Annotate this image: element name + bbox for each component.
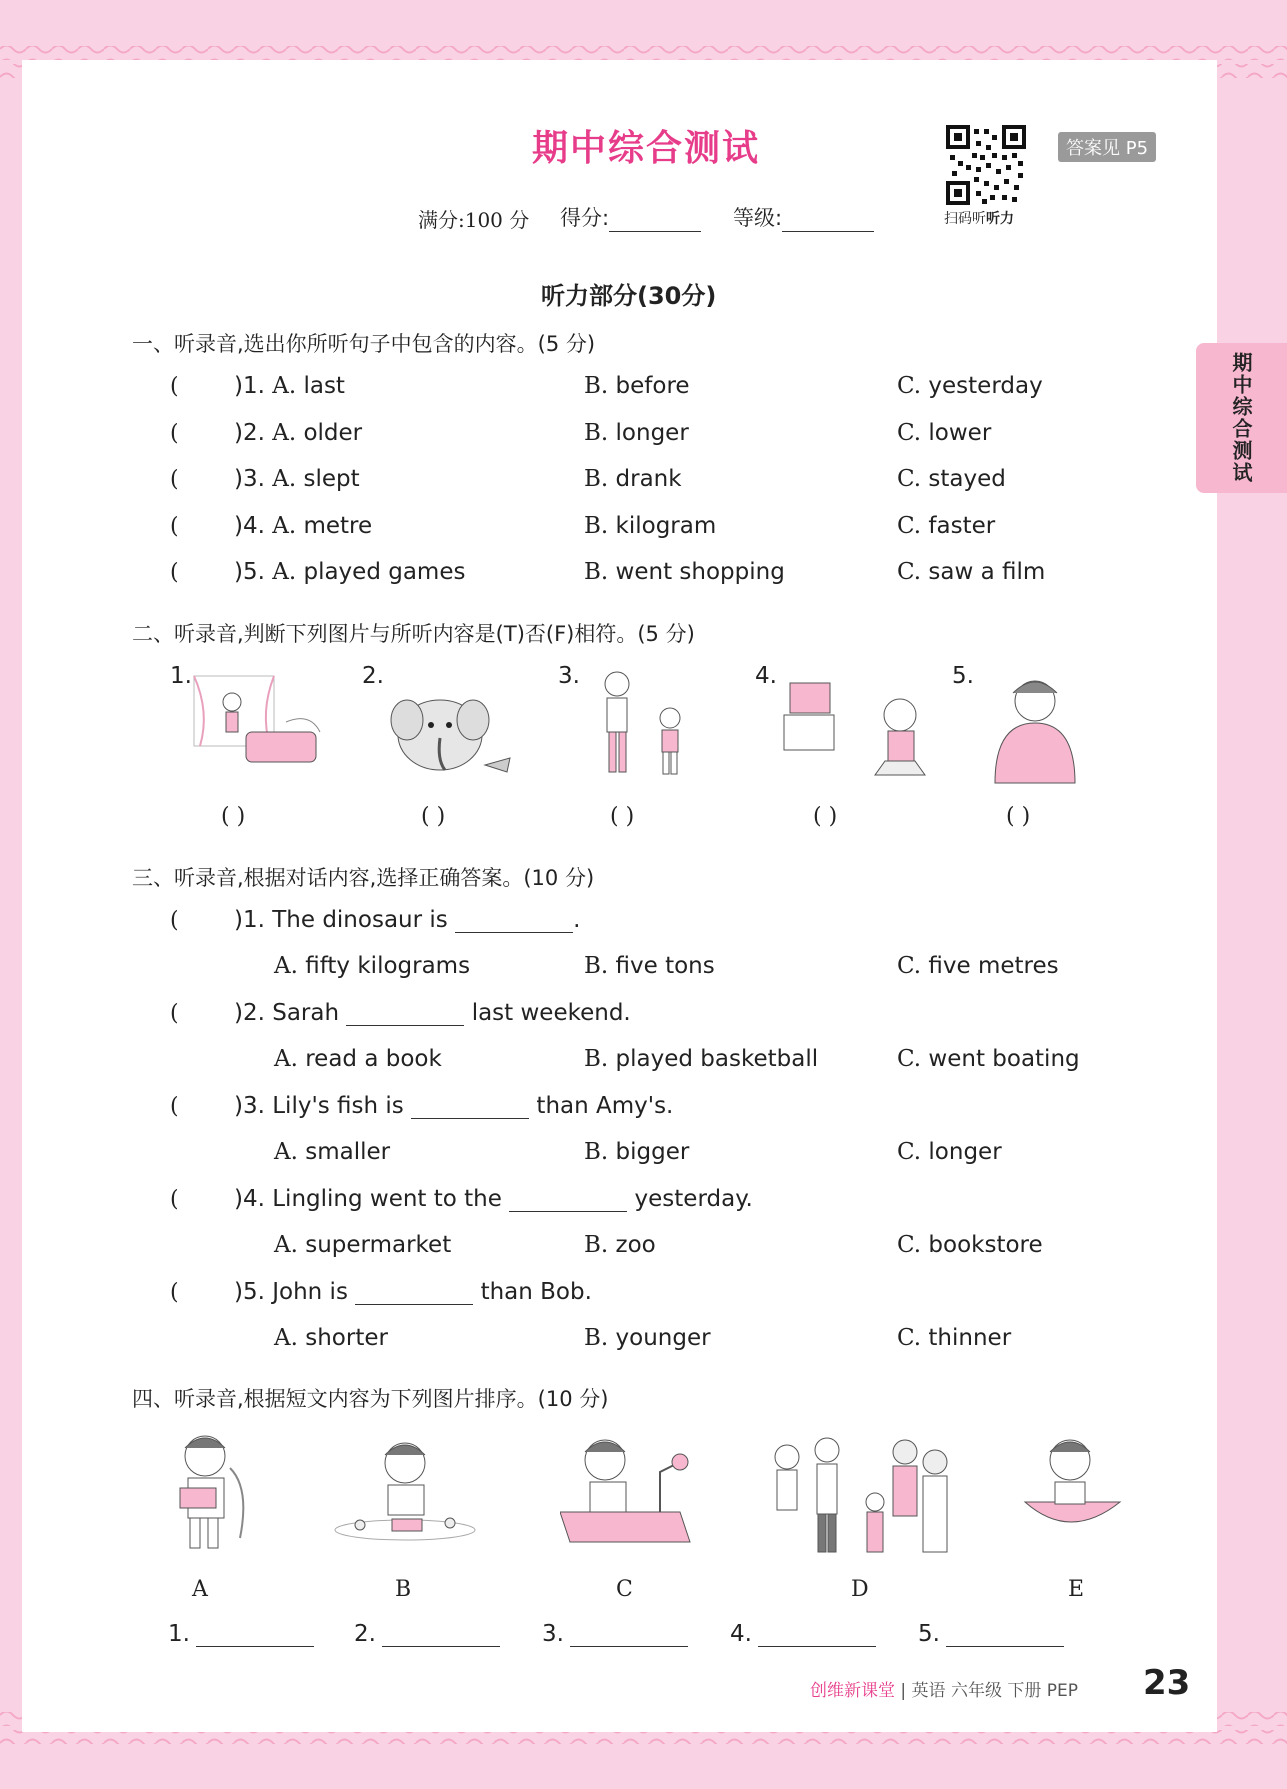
order-number: 4. xyxy=(730,1621,752,1647)
order-blank[interactable] xyxy=(382,1622,500,1647)
option-letter: B. xyxy=(584,1325,609,1351)
question-number: )1. xyxy=(234,373,265,399)
option-letter: B. xyxy=(584,559,609,585)
answer-paren-open[interactable]: ( xyxy=(170,514,179,539)
boy-washing-illustration xyxy=(1015,1432,1130,1552)
score-blank[interactable] xyxy=(609,209,701,232)
question-text: Lingling went to the xyxy=(272,1186,502,1212)
part1-row-5 xyxy=(234,559,465,585)
boy-making-card-illustration xyxy=(330,1435,480,1555)
qr-caption: 扫码听 xyxy=(944,211,986,227)
part1-row-4 xyxy=(234,513,372,539)
option-letter: C. xyxy=(897,953,922,979)
part2-item-number: 4. xyxy=(755,663,777,689)
part1-row-2 xyxy=(234,420,362,446)
option-letter: C. xyxy=(897,466,922,492)
option-letter: A. xyxy=(272,420,297,446)
answer-blank[interactable] xyxy=(411,1098,529,1119)
option-b[interactable]: younger xyxy=(615,1325,711,1351)
part2-item-number: 3. xyxy=(558,663,580,689)
question-number: )3. xyxy=(234,466,265,492)
qr-caption-bold: 听力 xyxy=(986,211,1014,227)
option-letter: C. xyxy=(897,420,922,446)
family-illustration xyxy=(765,1432,955,1557)
order-slot-3 xyxy=(542,1621,688,1647)
question-number: )2. xyxy=(234,1000,265,1026)
option-letter: A. xyxy=(274,1325,298,1351)
question-number: )2. xyxy=(234,420,265,446)
answer-paren-open[interactable]: ( xyxy=(170,1187,179,1212)
side-tab-label: 期中综合测试 xyxy=(1229,352,1253,484)
part2-item-number: 1. xyxy=(170,663,192,689)
answer-paren-open[interactable]: ( xyxy=(170,421,179,446)
question-text: John is xyxy=(272,1279,348,1305)
option-a[interactable]: shorter xyxy=(305,1325,388,1351)
question-number: )5. xyxy=(234,559,265,585)
option-letter: A. xyxy=(272,373,297,399)
part3-question-1 xyxy=(234,907,580,933)
order-number: 2. xyxy=(354,1621,376,1647)
part1-title: 一、听录音,选出你所听句子中包含的内容。(5 分) xyxy=(132,332,596,356)
option-letter: B. xyxy=(584,513,609,539)
question-number: )5. xyxy=(234,1279,265,1305)
part4-title: 四、听录音,根据短文内容为下列图片排序。(10 分) xyxy=(132,1387,609,1411)
option-letter: A. xyxy=(272,466,297,492)
question-text: Sarah xyxy=(272,1000,340,1026)
answer-blank[interactable] xyxy=(509,1191,627,1212)
option-letter: C. xyxy=(897,1139,922,1165)
part2-title: 二、听录音,判断下列图片与所听内容是(T)否(F)相符。(5 分) xyxy=(132,622,695,646)
option-letter: B. xyxy=(584,1046,609,1072)
answer-paren-open[interactable]: ( xyxy=(170,467,179,492)
score-label: 得分: xyxy=(560,206,610,230)
option-c[interactable]: saw a film xyxy=(928,559,1046,585)
picture-label: A xyxy=(192,1577,208,1602)
option-b[interactable]: before xyxy=(615,373,690,399)
order-blank[interactable] xyxy=(946,1622,1064,1647)
part3-question-4 xyxy=(234,1186,753,1212)
option-letter: A. xyxy=(274,953,298,979)
question-text-end: than Bob. xyxy=(480,1279,592,1305)
part2-answer-paren[interactable]: ( ) xyxy=(1006,804,1031,829)
option-letter: B. xyxy=(584,420,609,446)
option-letter: A. xyxy=(274,1232,298,1258)
answer-paren-open[interactable]: ( xyxy=(170,908,179,933)
order-number: 5. xyxy=(918,1621,940,1647)
answer-blank[interactable] xyxy=(455,912,573,933)
option-c[interactable]: thinner xyxy=(928,1325,1012,1351)
order-blank[interactable] xyxy=(570,1622,688,1647)
option-letter: A. xyxy=(272,513,297,539)
option-letter: A. xyxy=(274,1139,298,1165)
order-blank[interactable] xyxy=(196,1622,314,1647)
question-text-end: last weekend. xyxy=(471,1000,631,1026)
part2-item-number: 2. xyxy=(362,663,384,689)
part2-answer-paren[interactable]: ( ) xyxy=(421,804,446,829)
picture-label: D xyxy=(851,1577,869,1602)
order-slot-4 xyxy=(730,1621,876,1647)
grandma-illustration xyxy=(985,673,1085,788)
option-letter: C. xyxy=(897,1325,922,1351)
question-number: )1. xyxy=(234,907,265,933)
order-number: 1. xyxy=(168,1621,190,1647)
question-number: )4. xyxy=(234,513,265,539)
option-a[interactable]: supermarket xyxy=(305,1232,452,1258)
option-b[interactable]: bigger xyxy=(615,1139,690,1165)
footer-brand: 创维新课堂 xyxy=(810,1681,895,1701)
option-a[interactable]: last xyxy=(303,373,345,399)
boy-reading-illustration xyxy=(160,1428,260,1558)
option-letter: C. xyxy=(897,559,922,585)
option-letter: A. xyxy=(272,559,297,585)
option-a[interactable]: read a book xyxy=(305,1046,442,1072)
part1-row xyxy=(170,373,179,399)
grade-blank[interactable] xyxy=(782,209,874,232)
option-c[interactable]: faster xyxy=(928,513,996,539)
option-a[interactable]: fifty kilograms xyxy=(305,953,471,979)
picture-label: B xyxy=(395,1577,412,1602)
option-letter: B. xyxy=(584,1139,609,1165)
footer: 创维新课堂 | 英语 六年级 下册 PEP xyxy=(810,1681,1079,1701)
page-title: 期中综合测试 xyxy=(532,128,761,169)
answer-paren-open[interactable]: ( xyxy=(170,1280,179,1305)
father-son-walking-illustration xyxy=(585,668,705,788)
option-letter: C. xyxy=(897,513,922,539)
option-b[interactable]: longer xyxy=(615,420,689,446)
option-letter: B. xyxy=(584,466,609,492)
option-b[interactable]: zoo xyxy=(615,1232,656,1258)
option-letter: C. xyxy=(897,373,922,399)
option-c[interactable]: stayed xyxy=(928,466,1006,492)
answer-paren-open[interactable]: ( xyxy=(170,1001,179,1026)
answer-blank[interactable] xyxy=(346,1005,464,1026)
option-a[interactable]: played games xyxy=(303,559,466,585)
option-b[interactable]: five tons xyxy=(615,953,715,979)
option-b[interactable]: went shopping xyxy=(615,559,785,585)
order-blank[interactable] xyxy=(758,1622,876,1647)
option-letter: B. xyxy=(584,373,609,399)
part2-answer-paren[interactable]: ( ) xyxy=(221,804,246,829)
elephant-illustration xyxy=(385,680,525,780)
part2-item-number: 5. xyxy=(952,663,974,689)
option-c[interactable]: longer xyxy=(928,1139,1002,1165)
answer-paren-open[interactable]: ( xyxy=(170,374,179,399)
order-slot-1 xyxy=(168,1621,314,1647)
part3-question-2 xyxy=(234,1000,631,1026)
answer-blank[interactable] xyxy=(355,1284,473,1305)
option-a[interactable]: metre xyxy=(303,513,373,539)
full-score: 满分:100 分 xyxy=(418,208,530,232)
option-letter: B. xyxy=(584,1232,609,1258)
option-a[interactable]: older xyxy=(303,420,363,446)
option-b[interactable]: played basketball xyxy=(615,1046,819,1072)
order-slot-2 xyxy=(354,1621,500,1647)
answer-paren-open[interactable]: ( xyxy=(170,560,179,585)
question-text: Lily's fish is xyxy=(272,1093,404,1119)
option-a[interactable]: slept xyxy=(303,466,360,492)
listening-heading: 听力部分(30分) xyxy=(541,282,717,310)
answer-reference-badge: 答案见 P5 xyxy=(1058,132,1156,162)
girl-bedroom-illustration xyxy=(190,672,330,787)
part3-question-5 xyxy=(234,1279,592,1305)
option-c[interactable]: five metres xyxy=(928,953,1059,979)
question-number: )3. xyxy=(234,1093,265,1119)
picture-label: C xyxy=(616,1577,633,1602)
option-c[interactable]: went boating xyxy=(928,1046,1080,1072)
question-number: )4. xyxy=(234,1186,265,1212)
option-b[interactable]: drank xyxy=(615,466,682,492)
question-text-end: than Amy's. xyxy=(536,1093,674,1119)
option-letter: C. xyxy=(897,1232,922,1258)
option-letter: C. xyxy=(897,1046,922,1072)
order-number: 3. xyxy=(542,1621,564,1647)
option-c[interactable]: bookstore xyxy=(928,1232,1043,1258)
option-letter: A. xyxy=(274,1046,298,1072)
part3-title: 三、听录音,根据对话内容,选择正确答案。(10 分) xyxy=(132,866,595,890)
question-text-end: yesterday. xyxy=(634,1186,753,1212)
girl-watching-tv-illustration xyxy=(780,675,930,790)
order-slot-5 xyxy=(918,1621,1064,1647)
option-letter: B. xyxy=(584,953,609,979)
part1-row-1 xyxy=(234,373,345,399)
question-text-end: . xyxy=(573,907,581,933)
picture-label: E xyxy=(1068,1577,1085,1602)
qr-code-icon[interactable] xyxy=(946,125,1026,205)
answer-paren-open[interactable]: ( xyxy=(170,1094,179,1119)
option-a[interactable]: smaller xyxy=(305,1139,391,1165)
part3-question-3 xyxy=(234,1093,673,1119)
footer-subject: 英语 六年级 下册 PEP xyxy=(911,1681,1079,1701)
grade-label: 等级: xyxy=(733,206,783,230)
part2-answer-paren[interactable]: ( ) xyxy=(610,804,635,829)
option-c[interactable]: yesterday xyxy=(928,373,1043,399)
page-number: 23 xyxy=(1143,1663,1191,1703)
part1-row-3 xyxy=(234,466,360,492)
side-tab xyxy=(1196,343,1287,493)
part2-answer-paren[interactable]: ( ) xyxy=(813,804,838,829)
boy-doing-homework-illustration xyxy=(560,1432,695,1557)
question-text: The dinosaur is xyxy=(272,907,448,933)
option-c[interactable]: lower xyxy=(928,420,992,446)
option-b[interactable]: kilogram xyxy=(615,513,717,539)
